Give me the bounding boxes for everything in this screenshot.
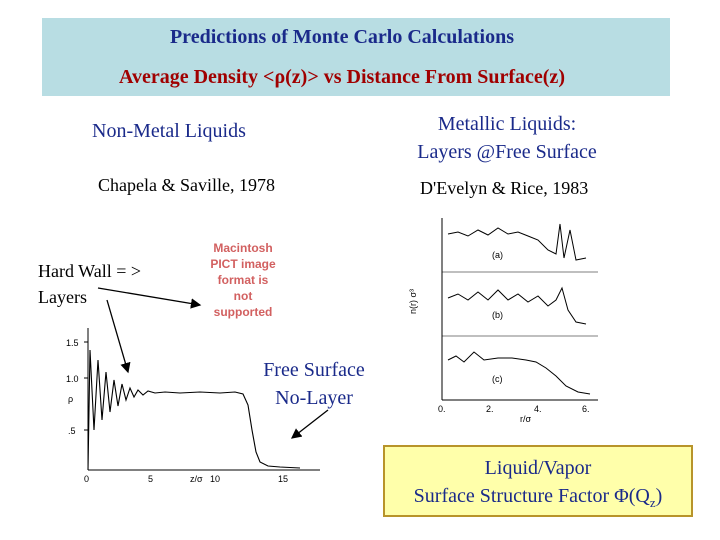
panel-c-label: (c) <box>492 374 503 384</box>
panel-a-label: (a) <box>492 250 503 260</box>
right-x-tick-label: 4. <box>534 404 542 414</box>
right-x-tick-label: 2. <box>486 404 494 414</box>
arrow-to-free-surface <box>292 410 328 438</box>
left-x-axis-label: z/σ <box>190 474 203 484</box>
structure-factor-close: ) <box>655 485 663 507</box>
left-y-tick-label: ρ <box>68 394 74 404</box>
left-y-tick-label: 1.0 <box>66 374 79 384</box>
hard-wall-annotation: Hard Wall = > Layers <box>38 261 141 307</box>
right-x-tick-label: 0. <box>438 404 446 414</box>
structure-factor-line-2 <box>385 482 691 517</box>
non-metal-heading: Non-Metal Liquids <box>92 120 246 142</box>
title-line-1: Predictions of Monte Carlo Calculations <box>169 26 515 48</box>
missing-pict-placeholder: Macintosh PICT image format is not supported <box>210 241 276 319</box>
left-y-tick-label: 1.5 <box>66 338 79 348</box>
panel-b-label: (b) <box>492 310 503 320</box>
left-x-tick-label: 15 <box>278 474 289 484</box>
left-citation: Chapela & Saville, 1978 <box>98 175 275 195</box>
right-x-tick-label: 6. <box>582 404 590 414</box>
left-x-tick-label: 0 <box>84 474 90 484</box>
metallic-heading-line-2: Layers @Free Surface <box>417 141 597 163</box>
structure-factor-subscript: z <box>649 495 656 510</box>
metallic-heading-line-1: Metallic Liquids: <box>437 113 577 135</box>
structure-factor-text: Surface Structure Factor Φ(Q <box>413 485 650 507</box>
right-x-axis-label: r/σ <box>520 414 532 424</box>
free-surface-annotation: Free Surface No-Layer <box>263 359 365 409</box>
right-citation: D'Evelyn & Rice, 1983 <box>420 178 589 198</box>
left-x-tick-label: 5 <box>148 474 154 484</box>
structure-factor-line-1: Liquid/Vapor <box>484 457 592 479</box>
left-y-tick-label: .5 <box>68 426 76 436</box>
title-line-2: Average Density <ρ(z)> vs Distance From Surface(z) <box>119 66 565 88</box>
structure-factor-box <box>383 445 693 517</box>
right-y-axis-label: n(r) σ³ <box>408 288 418 314</box>
arrow-to-layers <box>107 300 128 372</box>
left-x-tick-label: 10 <box>210 474 221 484</box>
